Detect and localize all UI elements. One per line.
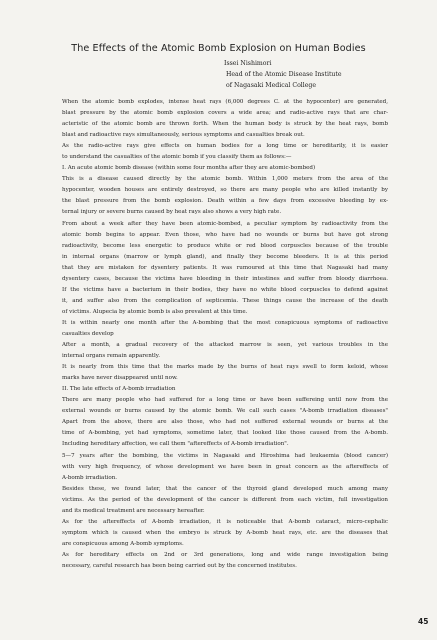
text-line: It is nearly from this time that the marks made by the burns of heat rays swell to form keloid, whose [62, 364, 388, 371]
text-line: 5—7 years after the bombing, the victims in Nagasaki and Hiroshima had leukaemia (blood cancer) [62, 452, 388, 459]
text-line: After a month, a gradual recovery of the attacked marrow is seen, yet various troubles in the [62, 342, 388, 349]
text-line: that they are mistaken for dysentery patients. It was rumoured at this time that Nagasaki had many [62, 264, 388, 271]
text-line: It is within nearly one month after the A-bombing that the most conspicuous symptoms of radioactive [62, 319, 388, 326]
text-line: When the atomic bomb explodes, intense heat rays (6,000 degrees C. at the hypocenter) are generated, [62, 99, 388, 105]
text-line: victims. As the period of the development of the cancer is different from each victim, full investigation [62, 496, 388, 503]
text-line: symptom which is caused when the embryo is struck by A-bomb heat rays, etc. are the diseases that [62, 529, 388, 536]
text-line: As for hereditary effects on 2nd or 3rd generations, long and wide range investigation being [62, 551, 388, 558]
text-line: Including hereditary affection, we call them "aftereffects of A-bomb irradiation". [62, 441, 289, 448]
text-line: and its medical treatment are necessary hereafter. [62, 507, 205, 514]
text-line: There are many people who had suffered for a long time or have been suffereing until now from the [62, 397, 388, 404]
text-line: blast pressure by the atomic bomb explosion covers a wide area; and radio-active rays that are char- [62, 110, 388, 117]
text-line: time of A-bombing, yet had symptoms, sometime later, that looked like those caused from the A-bomb. [62, 430, 388, 437]
text-line: Apart from the above, there are also those, who had not suffered external wounds or burns at the [62, 419, 388, 426]
text-line: internal organs remain apparently. [62, 353, 160, 360]
text-line: blast and radioactive rays simultaneously, serious symptoms and casualties break out. [62, 132, 305, 139]
author-block [224, 58, 342, 91]
text-line: to understand the casualties of the atomic bomb if you classify them as follows:— [62, 154, 292, 161]
text-line: radioactivity, become less energetic to produce white or red blood corpuscles because of the trouble [62, 242, 388, 249]
text-line: From about a week after they have been atomic-bombed, a peculiar symptom by radioactivity from the [62, 220, 388, 227]
text-line: necessary, careful research has been being carried out by the concerned institutes. [62, 562, 297, 569]
document-title: The Effects of the Atomic Bomb Explosion on Human Bodies [71, 43, 366, 54]
text-line: are conspicuous among A-bomb symptoms. [62, 540, 184, 547]
author-affiliation: of Nagasaki Medical College [226, 82, 317, 89]
text-line: with very high frequency, of whose development we have been in great concern as the aftereffects of [62, 463, 388, 470]
text-line: hypocenter, wooden houses are entirely destroyed, so there are many people who are killed instantly by [62, 187, 388, 194]
article-body [62, 97, 388, 572]
text-line: As for the aftereffects of A-bomb irradiation, it is noticeable that A-bomb cataract, micro-cephalic [62, 518, 388, 525]
text-line: in internal organs (marrow or lymph gland), and finally they become bleeders. It is at this period [62, 253, 388, 260]
text-line: This is a disease caused directly by the atomic bomb. Within 1,000 meters from the area of the [62, 176, 388, 183]
text-line: the blast pressure from the bomb explosion. Death within a few days from excessive bleeding by ex- [62, 198, 388, 205]
text-line: external wounds or burns caused by the atomic bomb. We call such cases "A-bomb irradiation diseases" [62, 408, 388, 415]
author-name: Issei Nishimori [224, 60, 272, 67]
text-line: it, and suffer also from the complication of septicemia. These things cause the increase of the death [62, 297, 388, 304]
text-line: dysentery cases, because the victims have bleeding in their intestines and suffer from bloody diarrhoea. [62, 275, 388, 282]
text-line: atomic bomb begins to appear. Even those, who have had no wounds or burns but have got strong [62, 231, 388, 238]
text-line: A-bomb irradiation. [62, 474, 118, 481]
text-line: If the victims have a bacterium in their bodies, they have no white blood corpuscles to defend against [62, 286, 388, 293]
author-position: Head of the Atomic Disease Institute [226, 71, 342, 78]
text-line: casualties develop [62, 330, 114, 337]
text-line: acteristic of the atomic bomb are thrown forth. When the human body is struck by the heat rays, bomb [62, 121, 388, 128]
text-line: As the radio-active rays give effects on human bodies for a long time or hereditarily, it is easier [62, 143, 388, 150]
text-line: I. An acute atomic bomb disease (within some four months after they are atomic-bombed) [62, 165, 316, 172]
text-line: ternal injury or severe burns caused by heat rays also shows a very high rate. [62, 209, 282, 216]
text-line: II. The late effects of A-bomb irradiation [62, 386, 176, 393]
page-number: 45 [418, 617, 429, 626]
text-line: marks have never disappeared until now. [62, 375, 178, 382]
text-line: of victims. Alupecia by atomic bomb is also prevalent at this time. [62, 308, 248, 315]
text-line: Besides these, we found later, that the cancer of the thyroid gland developed much among many [62, 485, 388, 492]
